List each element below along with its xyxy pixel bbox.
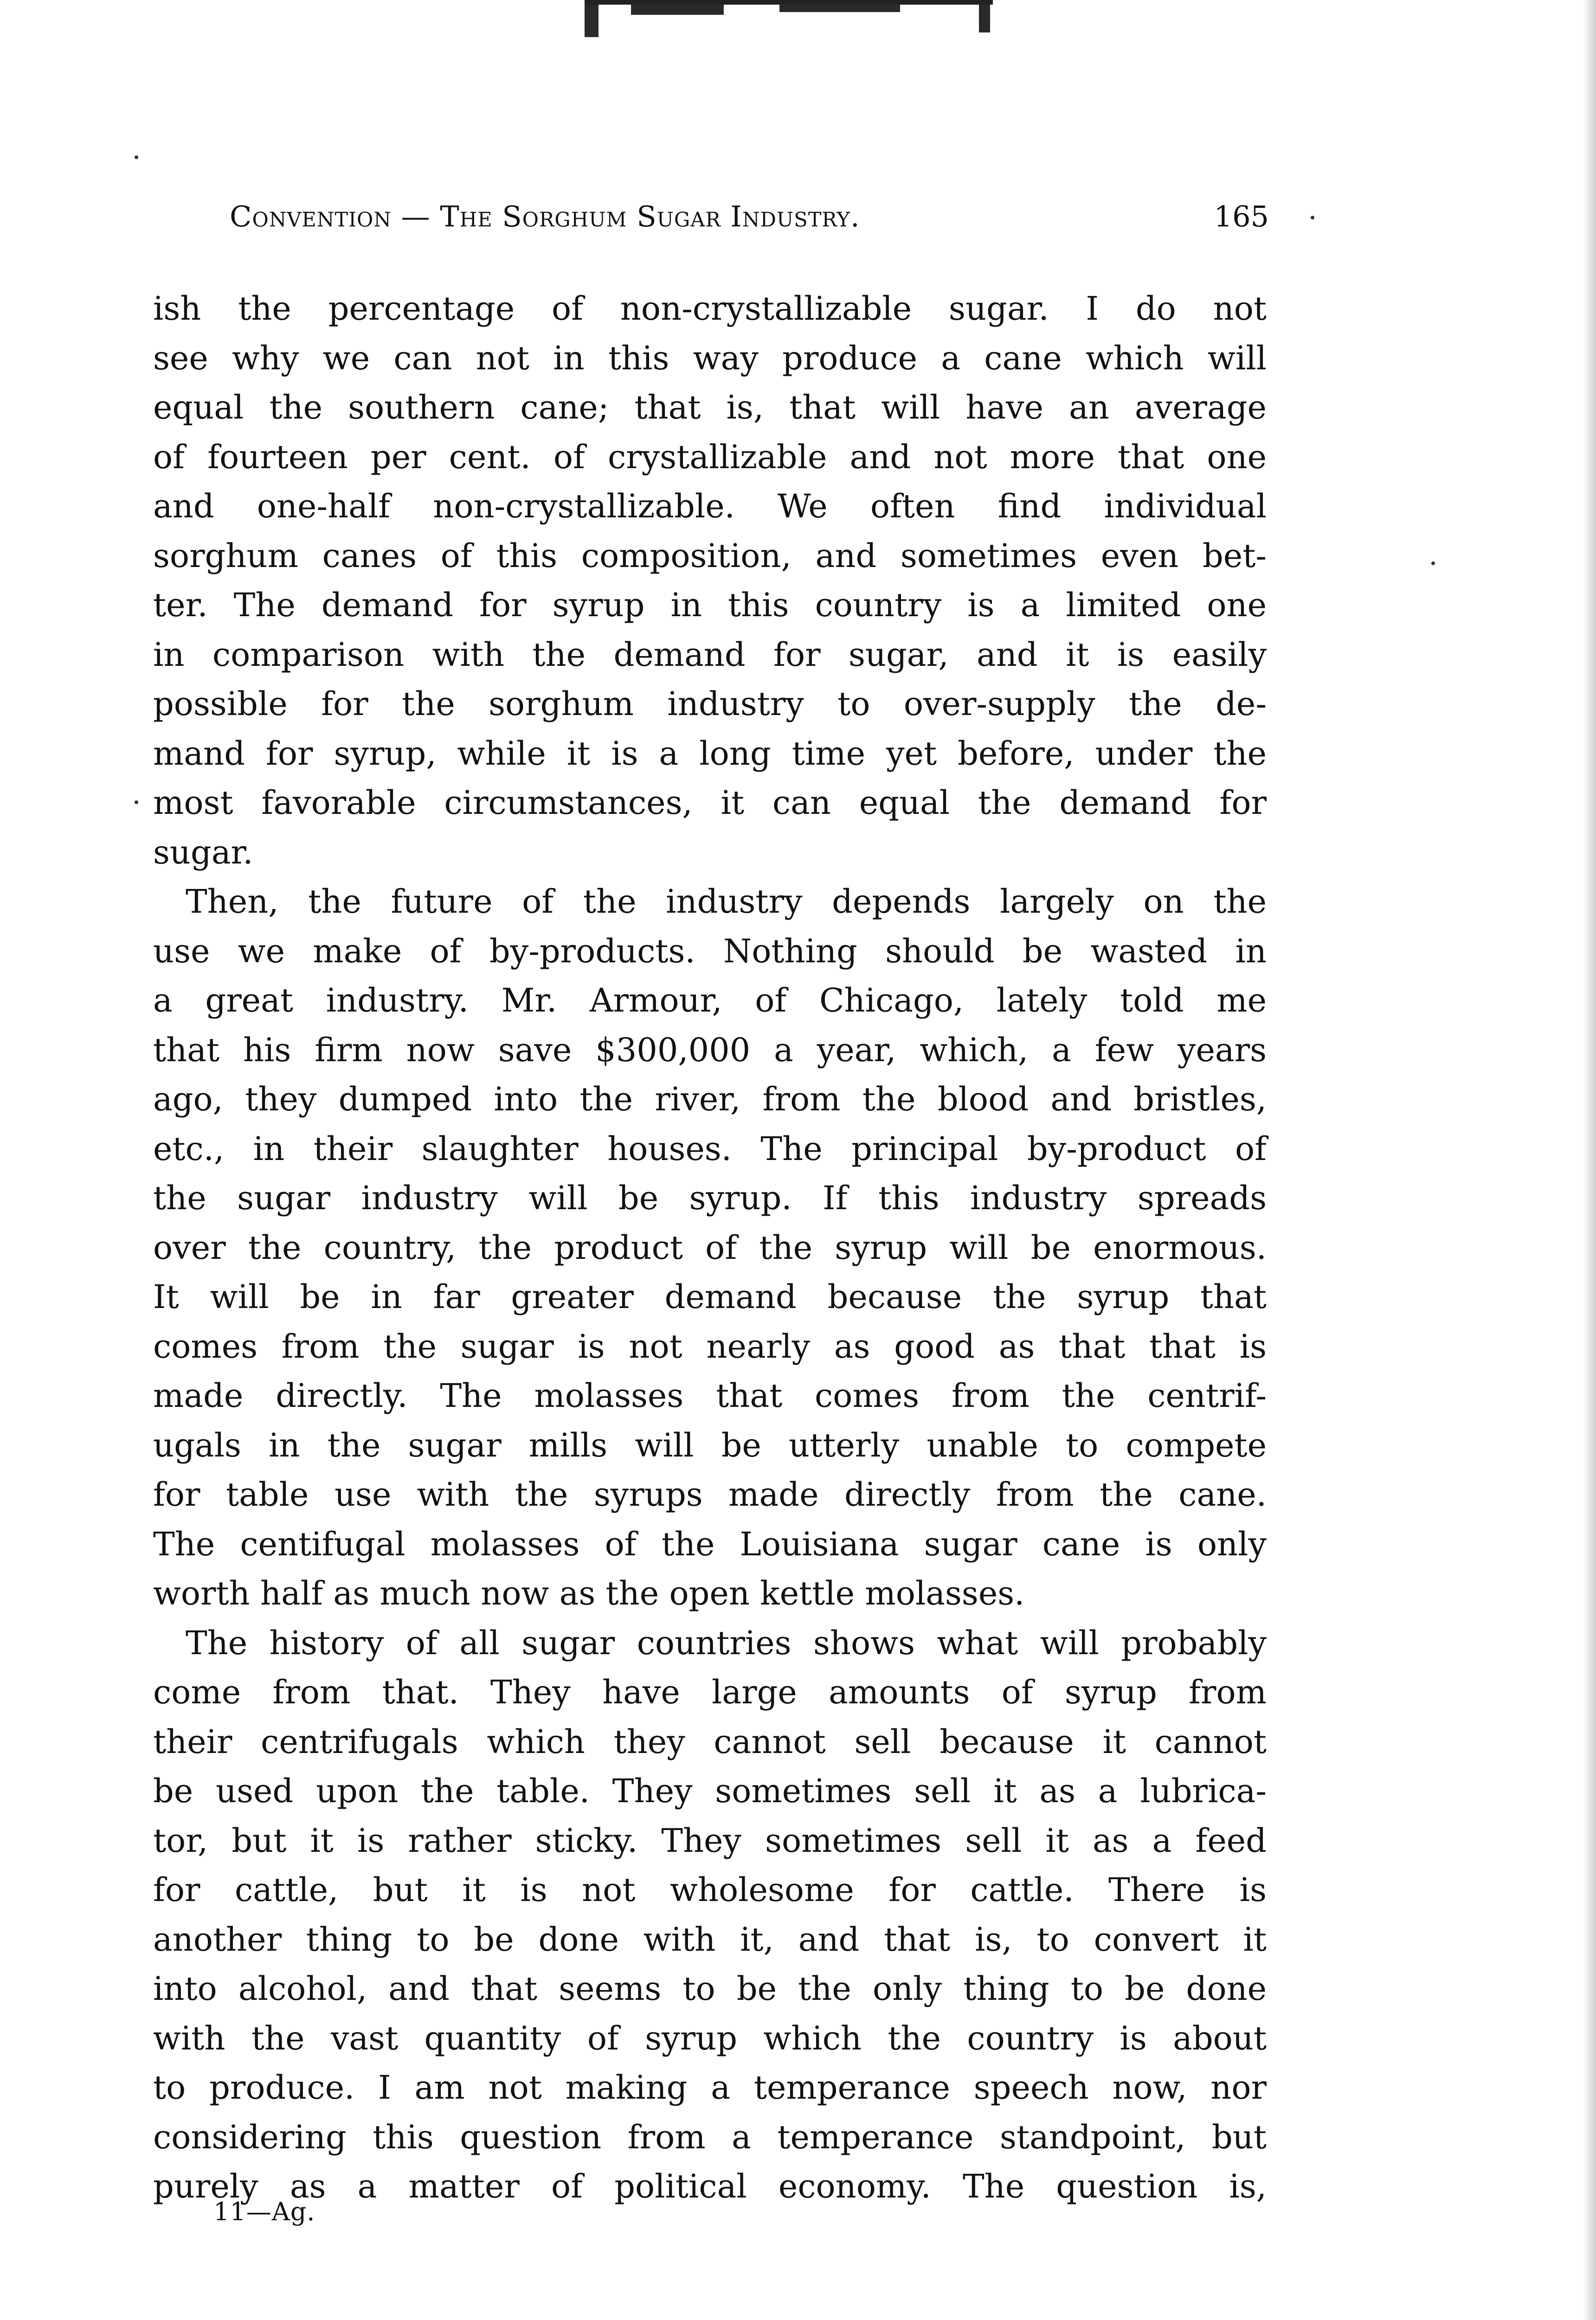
text-line: over the country, the product of the syrup will be enormous. bbox=[153, 1228, 1267, 1267]
scan-speck bbox=[1311, 216, 1314, 219]
running-header bbox=[230, 200, 1269, 246]
text-line: be used upon the table. They sometimes sell it as a lubrica- bbox=[153, 1772, 1267, 1810]
paragraph bbox=[153, 1618, 1267, 2211]
running-title: Convention — The Sorghum Sugar Industry. bbox=[230, 200, 860, 233]
text-line: use we make of by-products. Nothing should be wasted in bbox=[153, 932, 1267, 970]
text-line: worth half as much now as the open kettle molasses. bbox=[153, 1574, 1025, 1612]
text-line: Then, the future of the industry depends largely on the bbox=[186, 883, 1267, 921]
text-line: sugar. bbox=[153, 833, 253, 871]
text-line: for table use with the syrups made directly from the cane. bbox=[153, 1476, 1267, 1514]
text-line: possible for the sorghum industry to over-supply the de- bbox=[153, 685, 1267, 723]
text-line: sorghum canes of this composition, and sometimes even bet- bbox=[153, 536, 1267, 575]
scan-artifact-right-edge bbox=[1583, 0, 1596, 2320]
text-line: mand for syrup, while it is a long time yet before, under the bbox=[153, 734, 1267, 773]
page-number: 165 bbox=[1214, 200, 1269, 233]
text-line: The centifugal molasses of the Louisiana sugar cane is only bbox=[153, 1525, 1267, 1563]
text-line: tor, but it is rather sticky. They sometimes sell it as a feed bbox=[153, 1821, 1267, 1860]
text-line: made directly. The molasses that comes from the centrif- bbox=[153, 1377, 1267, 1415]
text-line: with the vast quantity of syrup which the country is about bbox=[153, 2019, 1267, 2057]
scan-speck bbox=[135, 800, 138, 804]
text-line: in comparison with the demand for sugar, and it is easily bbox=[153, 635, 1267, 674]
text-line: It will be in far greater demand because the syrup that bbox=[153, 1278, 1267, 1316]
text-line: of fourteen per cent. of crystallizable and not more that one bbox=[153, 438, 1267, 476]
text-line: ugals in the sugar mills will be utterly unable to compete bbox=[153, 1426, 1267, 1464]
text-line: equal the southern cane; that is, that will have an average bbox=[153, 388, 1267, 426]
text-line: their centrifugals which they cannot sell because it cannot bbox=[153, 1722, 1267, 1761]
scan-artifact-top bbox=[585, 0, 993, 28]
text-line: and one-half non-crystallizable. We often find individual bbox=[153, 487, 1267, 525]
text-line: most favorable circumstances, it can equal the demand for bbox=[153, 784, 1267, 822]
paragraph bbox=[153, 284, 1267, 877]
text-line: another thing to be done with it, and that is, to convert it bbox=[153, 1920, 1267, 1959]
text-line: that his firm now save $300,000 a year, which, a few years bbox=[153, 1031, 1267, 1069]
scan-speck bbox=[135, 155, 138, 159]
text-line: considering this question from a temperance standpoint, but bbox=[153, 2118, 1267, 2156]
text-line: The history of all sugar countries shows what will probably bbox=[186, 1624, 1267, 1662]
body-text bbox=[153, 284, 1267, 2211]
text-line: a great industry. Mr. Armour, of Chicago, lately told me bbox=[153, 981, 1267, 1019]
text-line: to produce. I am not making a temperance speech now, nor bbox=[153, 2069, 1267, 2107]
text-line: ter. The demand for syrup in this country is a limited one bbox=[153, 586, 1267, 624]
text-line: ish the percentage of non-crystallizable sugar. I do not bbox=[153, 290, 1267, 328]
text-line: into alcohol, and that seems to be the only thing to be done bbox=[153, 1970, 1267, 2008]
text-line: come from that. They have large amounts of syrup from bbox=[153, 1673, 1267, 1711]
text-line: see why we can not in this way produce a cane which will bbox=[153, 339, 1267, 377]
scan-speck bbox=[1431, 561, 1435, 565]
paragraph bbox=[153, 877, 1267, 1618]
text-line: purely as a matter of political economy. The question is, bbox=[153, 2167, 1267, 2205]
text-line: the sugar industry will be syrup. If this industry spreads bbox=[153, 1179, 1267, 1217]
signature-mark: 11—Ag. bbox=[213, 2197, 315, 2226]
text-line: comes from the sugar is not nearly as good as that that is bbox=[153, 1327, 1267, 1366]
text-line: ago, they dumped into the river, from the blood and bristles, bbox=[153, 1080, 1267, 1118]
text-line: for cattle, but it is not wholesome for cattle. There is bbox=[153, 1871, 1267, 1909]
text-line: etc., in their slaughter houses. The principal by-product of bbox=[153, 1129, 1267, 1168]
